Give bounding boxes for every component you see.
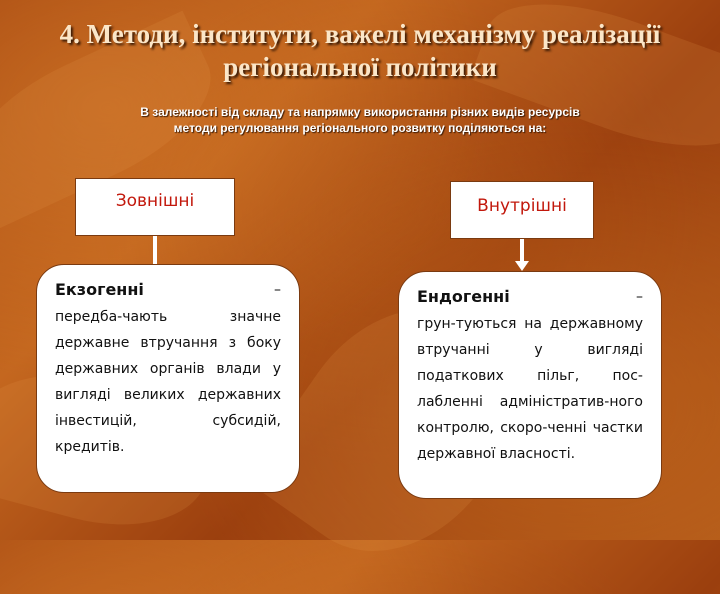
slide-subtitle	[60, 104, 660, 136]
right-arrow-head	[515, 261, 529, 271]
endogenous-dash: –	[636, 289, 643, 305]
slide-title-line1: 4. Методи, інститути, важелі механізму реалізації	[59, 19, 661, 49]
exogenous-dash: –	[274, 282, 281, 298]
external-methods-label: Зовнішні	[75, 178, 235, 236]
slide-subtitle-line1: В залежності від складу та напрямку використання різних видів ресурсів	[140, 105, 580, 119]
exogenous-methods-box	[36, 264, 300, 493]
slide-title-line2: регіональної політики	[223, 52, 497, 82]
endogenous-methods-box	[398, 271, 662, 499]
internal-methods-label: Внутрішні	[450, 181, 594, 239]
exogenous-methods-text: передба-чають значне державне втручання з боку державних органів влади у вигляді великих державних інвестицій, субсидій, кредитів.	[55, 309, 281, 455]
right-connector	[520, 239, 524, 263]
exogenous-methods-heading: Екзогенні	[55, 280, 144, 299]
endogenous-methods-heading: Ендогенні	[417, 287, 510, 306]
left-connector	[153, 236, 157, 266]
endogenous-methods-text: грун-туються на державному втручанні у вигляді податкових пільг, пос-лабленні адміністратив-ного контролю, скоро-ченні частки державної власності.	[417, 316, 643, 462]
slide-subtitle-line2: методи регулювання регіонального розвитку поділяються на:	[173, 121, 547, 135]
slide-title	[20, 18, 700, 84]
